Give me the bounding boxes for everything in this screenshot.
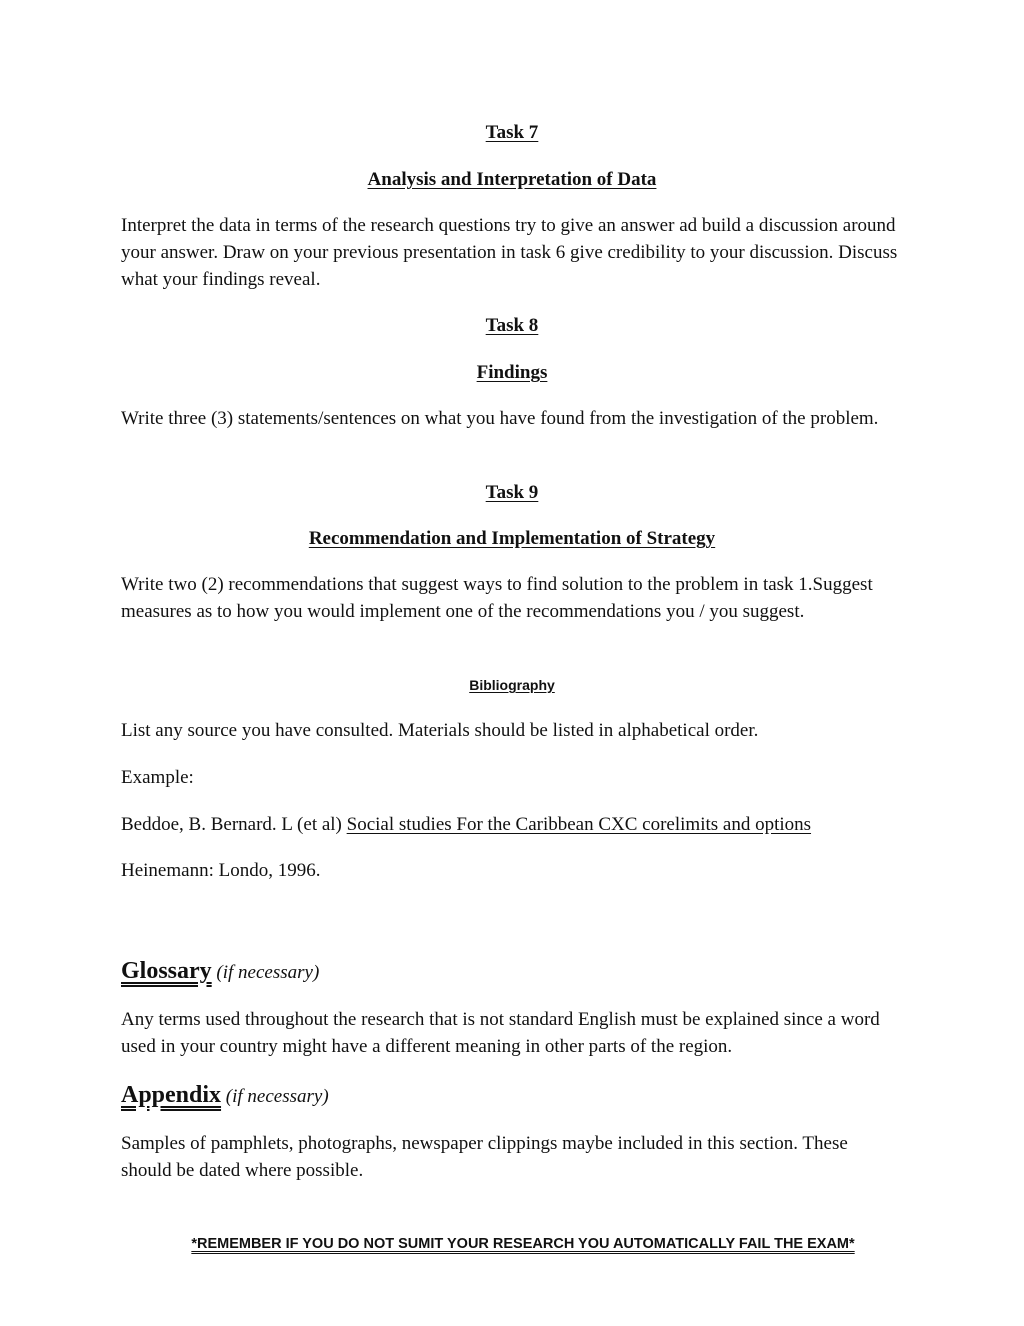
appendix-heading xyxy=(121,1080,329,1112)
bibliography-title: Bibliography xyxy=(469,677,555,693)
task8-body: Write three (3) statements/sentences on what you have found from the investigation of the problem. xyxy=(121,408,879,429)
example-publisher: Heinemann: Londo, 1996. xyxy=(121,860,321,881)
appendix-note: (if necessary) xyxy=(225,1086,329,1107)
task7-body: Interpret the data in terms of the research questions try to give an answer ad build a discussion around your answer. Draw on your previous presentation in task 6 give credibility to your discussion. Discuss what your findings reveal. xyxy=(121,215,898,290)
bibliography-body: List any source you have consulted. Materials should be listed in alphabetical order. xyxy=(121,720,759,741)
appendix-title: Appendix xyxy=(121,1082,222,1108)
glossary-body: Any terms used throughout the research that is not standard English must be explained since a word used in your country might have a different meaning in other parts of the region. xyxy=(121,1009,880,1057)
glossary-note: (if necessary) xyxy=(216,962,320,983)
task9-label: Task 9 xyxy=(485,482,539,503)
glossary-heading xyxy=(121,956,319,988)
task9-body: Write two (2) recommendations that suggest ways to find solution to the problem in task 1.Suggest measures as to how you would implement one of the recommendations you / you suggest. xyxy=(121,574,873,622)
task7-title: Analysis and Interpretation of Data xyxy=(367,169,657,190)
glossary-title: Glossary xyxy=(121,958,212,984)
example-label: Example: xyxy=(121,767,194,788)
task8-title: Findings xyxy=(476,362,548,383)
task8-label: Task 8 xyxy=(485,315,539,336)
task9-title: Recommendation and Implementation of Strategy xyxy=(308,528,716,549)
appendix-body: Samples of pamphlets, photographs, newspaper clippings maybe included in this section. These should be dated where possible. xyxy=(121,1133,848,1181)
example-book-title: Social studies For the Caribbean CXC corelimits and options xyxy=(346,814,812,835)
task7-label: Task 7 xyxy=(485,122,539,143)
footer-warning: *REMEMBER IF YOU DO NOT SUMIT YOUR RESEARCH YOU AUTOMATICALLY FAIL THE EXAM* xyxy=(191,1236,855,1252)
example-author: Beddoe, B. Bernard. L (et al) xyxy=(121,814,342,835)
bibliography-example xyxy=(121,811,901,838)
